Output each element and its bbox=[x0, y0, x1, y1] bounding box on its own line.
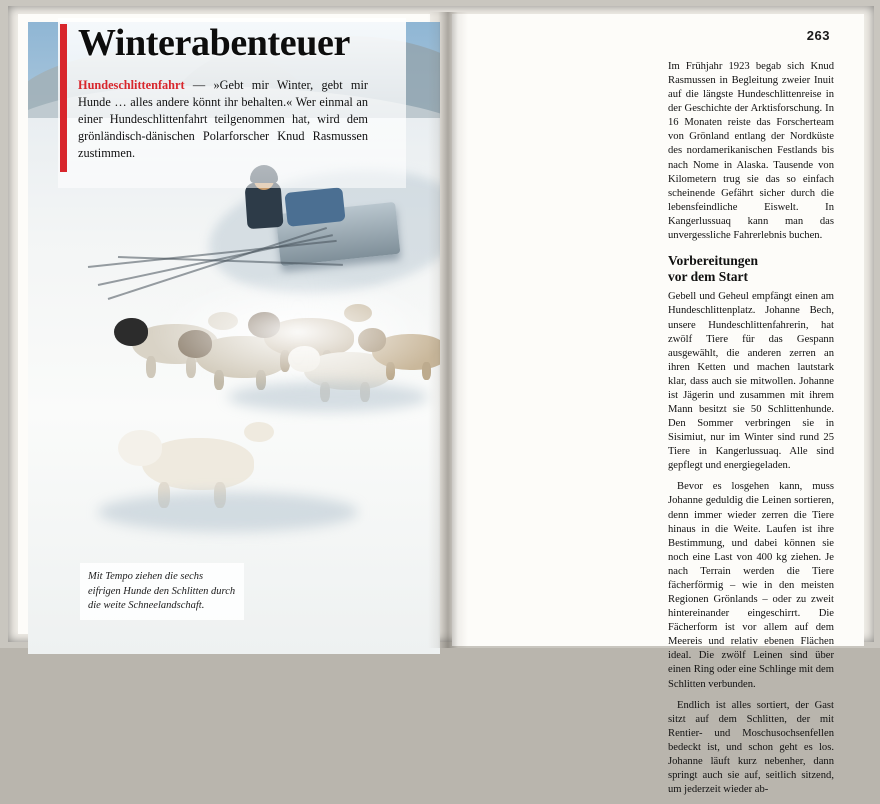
page-title: Winterabenteuer bbox=[78, 22, 350, 64]
body-paragraph: Im Frühjahr 1923 begab sich Knud Rasmussen in Begleitung zweier Inuit auf die längste Hundeschlittenreise in der Geschichte der Arktisforschung. In 16 Monaten reiste das Forscherteam von Grönland entlang der Nordküste des nordamerikanischen Festlands bis nach Nome in Alaska. Tausende von Kilometern trug sie das so einfach scheinende Gefährt sicher durch die lebensfeindliche Eiswelt. In Kangerlussuaq kann man das unvergessliche Fahrerlebnis buchen. bbox=[668, 61, 834, 241]
snow-spray bbox=[148, 272, 440, 392]
snow-shadow bbox=[228, 382, 428, 412]
accent-bar bbox=[60, 24, 67, 172]
page-number: 263 bbox=[806, 28, 830, 43]
body-paragraph: Bevor es losgehen kann, muss Johanne geduldig die Leinen sortieren, denn immer wieder zerren die Tiere hinaus in die Weite. Laufen ist ihre Bestimmung, und dabei können sie noch eine Last von 400 kg ziehen. Je nach Terrain werden die Tiere fächerförmig – wie in den meisten Regionen Grönlands – oder zu zweit hintereinander eingeschirrt. Die Fächerform ist vor allem auf dem Meereis und relativ ebenen Flächen ideal. Die zwölf Leinen sind über einen Ring oder eine Schlinge mit dem Schlitten verbunden. bbox=[668, 481, 834, 690]
right-page bbox=[452, 14, 864, 796]
text-column bbox=[668, 60, 834, 804]
photo-caption: Mit Tempo ziehen die sechs eifrigen Hunde den Schlitten durch die weite Schneelandschaft. bbox=[80, 563, 244, 620]
lead-paragraph bbox=[38, 77, 368, 162]
lead-label: Hundeschlittenfahrt bbox=[78, 77, 185, 92]
book-body bbox=[8, 6, 874, 796]
section-subheading: Vorbereitungen vor dem Start bbox=[668, 253, 759, 285]
sled-cargo-bag bbox=[284, 187, 345, 227]
headline-block bbox=[38, 24, 368, 162]
snow-shadow bbox=[98, 492, 358, 532]
body-paragraph: Gebell und Geheul empfängt einen am Hundeschlittenplatz. Johanne Bech, unsere Hundeschlittenfahrerin, hat zwölf Tiere für das Gespann ausgewählt, die anderen zerren an ihren Ketten und machen lautstark klar, dass auch sie mitwollen. Johanne ist Jägerin und zusammen mit ihrem Mann besitzt sie 50 Schlittenhunde. Den Sommer verbringen sie in Sisimiut, nur im Winter sind rund 25 Tiere in Kangerlussuaq. Alle sind gepflegt und energiegeladen. bbox=[668, 291, 834, 472]
body-paragraph: Endlich ist alles sortiert, der Gast sitzt auf dem Schlitten, der mit Rentier- und Moschusochsenfellen bedeckt ist, und schon geht es los. Johanne läuft kurz nebenher, dann springt auch sie auf, seitlich sitzend, um jederzeit wieder ab- bbox=[668, 699, 834, 796]
lead-text: »Gebt mir Winter, gebt mir Hunde … alles andere könnt ihr behalten.« Wer einmal an einer Hundeschlittenfahrt teilgenommen hat, wird dem grönländisch-dänischen Polarforscher Knud Rasmussen zustimmen. bbox=[78, 77, 368, 160]
lead-dash: — bbox=[184, 77, 214, 92]
